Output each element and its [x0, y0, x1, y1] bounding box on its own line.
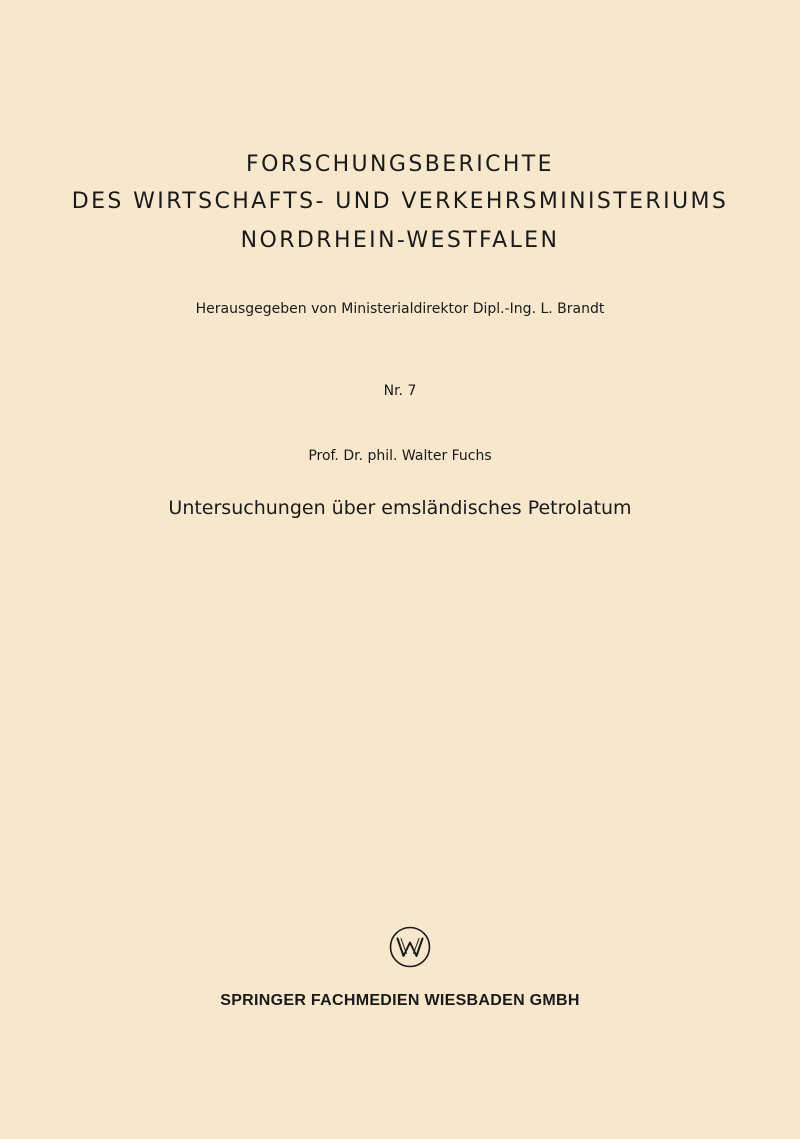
series-title-line-3: NORDRHEIN-WESTFALEN [240, 228, 560, 253]
series-title-line-1: FORSCHUNGSBERICHTE [246, 152, 554, 177]
editor-line: Herausgegeben von Ministerialdirektor Dipl.-Ing. L. Brandt [195, 301, 605, 317]
series-number: Nr. 7 [383, 383, 417, 399]
series-title-line-2: DES WIRTSCHAFTS- UND VERKEHRSMINISTERIUMS [71, 189, 729, 214]
author-name: Prof. Dr. phil. Walter Fuchs [308, 448, 492, 464]
publisher-logo-svg [388, 925, 432, 969]
publisher-logo-icon [388, 925, 432, 969]
book-title: Untersuchungen über emsländisches Petrolatum [168, 497, 632, 519]
publisher-name: SPRINGER FACHMEDIEN WIESBADEN GMBH [220, 992, 580, 1009]
